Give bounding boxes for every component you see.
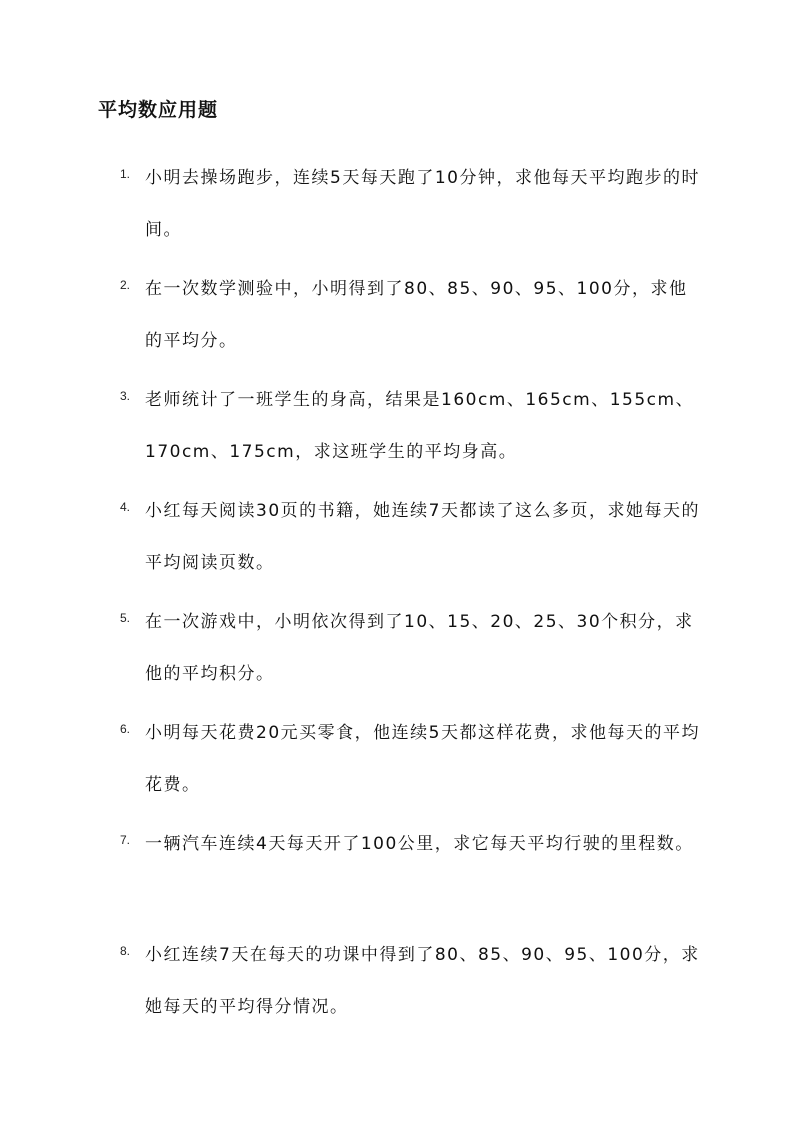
question-number: 4.: [120, 500, 131, 514]
question-number: 6.: [120, 722, 131, 736]
question-number: 7.: [120, 833, 131, 847]
question-text: 小红连续7天在每天的功课中得到了80、85、90、95、100分，求她每天的平均得分情况。: [145, 945, 700, 1017]
question-number: 3.: [120, 389, 131, 403]
list-item: [0, 596, 800, 707]
list-item: [0, 263, 800, 374]
question-list: [0, 152, 800, 1040]
question-text: 在一次游戏中，小明依次得到了10、15、20、25、30个积分，求他的平均积分。: [145, 612, 694, 684]
question-number: 1.: [120, 167, 131, 181]
question-text: 小明每天花费20元买零食，他连续5天都这样花费，求他每天的平均花费。: [145, 723, 700, 795]
list-item: [0, 485, 800, 596]
page-title: 平均数应用题: [98, 99, 219, 121]
question-number: 8.: [120, 944, 131, 958]
list-item: [0, 818, 800, 929]
question-number: 2.: [120, 278, 131, 292]
list-item: [0, 929, 800, 1040]
question-text: 小明去操场跑步，连续5天每天跑了10分钟，求他每天平均跑步的时间。: [145, 168, 700, 240]
question-text: 老师统计了一班学生的身高，结果是160cm、165cm、155cm、170cm、175cm，求这班学生的平均身高。: [145, 390, 695, 462]
question-text: 在一次数学测验中，小明得到了80、85、90、95、100分，求他的平均分。: [145, 279, 688, 351]
list-item: [0, 374, 800, 485]
question-text: 一辆汽车连续4天每天开了100公里，求它每天平均行驶的里程数。: [145, 834, 694, 854]
list-item: [0, 152, 800, 263]
question-text: 小红每天阅读30页的书籍，她连续7天都读了这么多页，求她每天的平均阅读页数。: [145, 501, 700, 573]
question-number: 5.: [120, 611, 131, 625]
list-item: [0, 707, 800, 818]
